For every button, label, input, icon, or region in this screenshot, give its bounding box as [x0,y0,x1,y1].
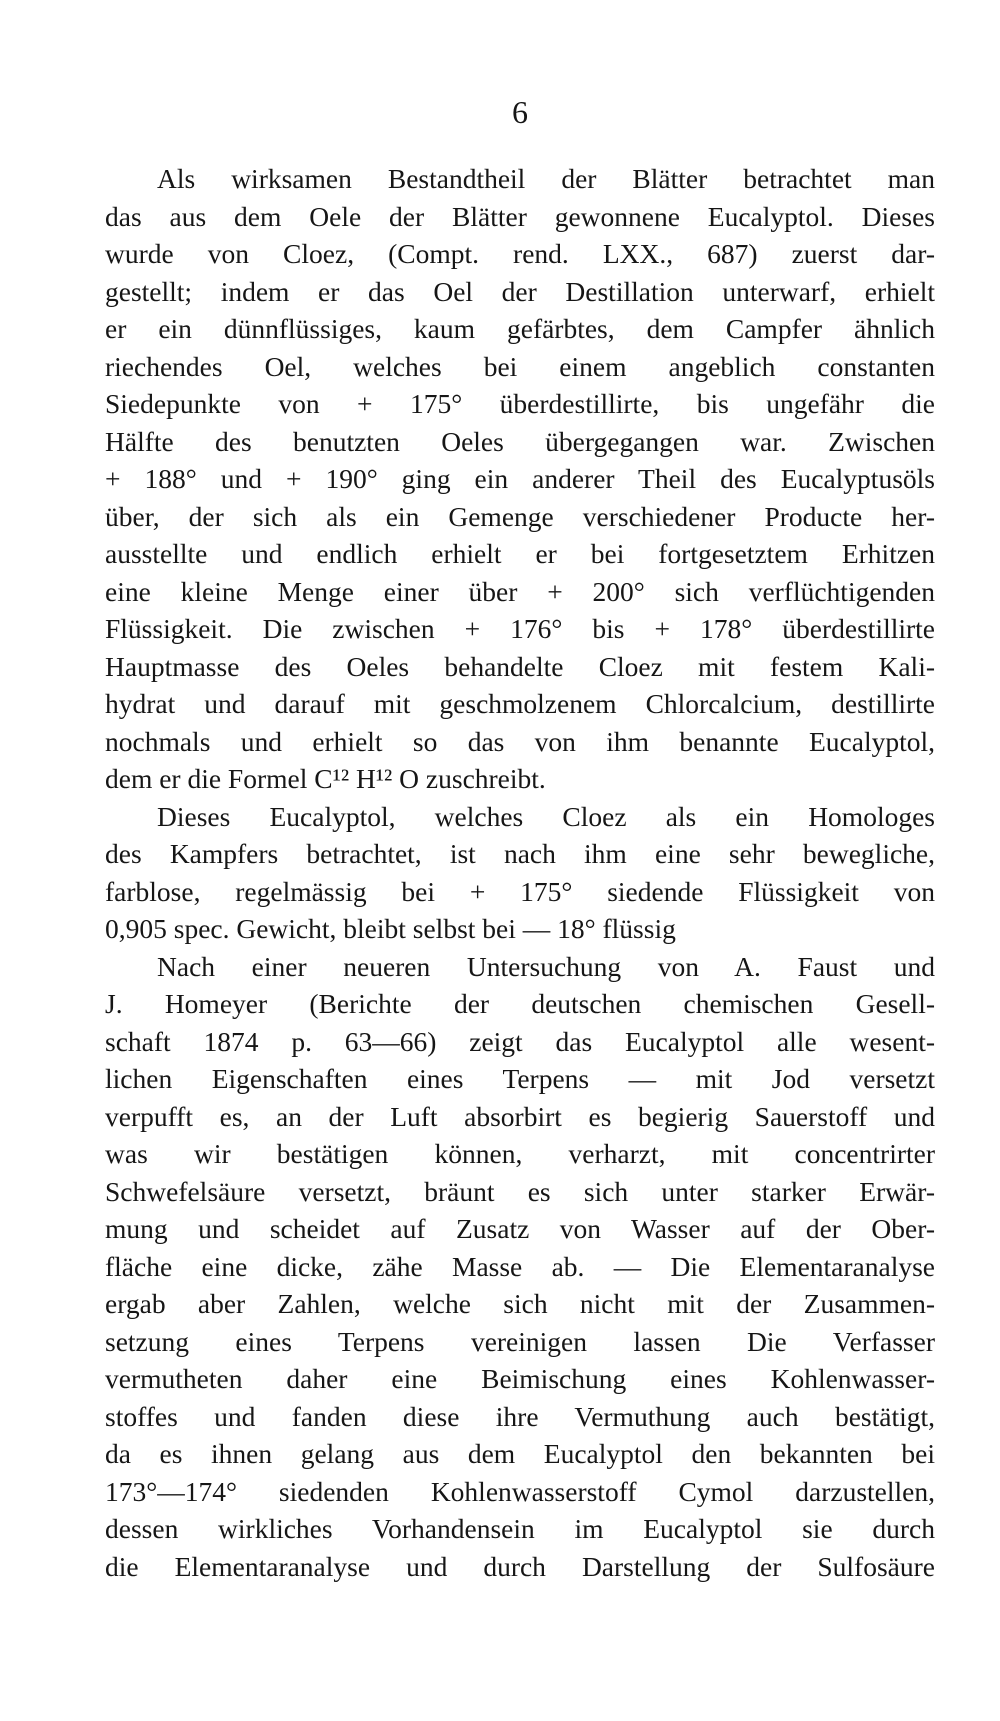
text-line: vermutheten daher eine Beimischung eines Kohlenwasser- [105,1363,935,1394]
text-line: Dieses Eucalyptol, welches Cloez als ein Homologes [157,800,935,832]
text-line: Nach einer neueren Untersuchung von A. Faust und [157,950,935,982]
text-line: ergab aber Zahlen, welche sich nicht mit der Zusammen- [105,1288,935,1319]
text-line: über, der sich als ein Gemenge verschiedener Producte her- [105,500,935,532]
text-line: wurde von Cloez, (Compt. rend. LXX., 687) zuerst dar- [105,238,935,269]
page-number: 6 [512,94,528,130]
text-line: dessen wirkliches Vorhandensein im Eucalyptol sie durch [105,1513,935,1544]
text-line: Flüssigkeit. Die zwischen + 176° bis + 178° überdestillirte [105,613,935,644]
text-line: Als wirksamen Bestandtheil der Blätter betrachtet man [157,163,935,194]
text-line: des Kampfers betrachtet, ist nach ihm eine sehr bewegliche, [105,838,935,869]
body-text [105,160,935,1585]
text-line: ausstellte und endlich erhielt er bei fortgesetztem Erhitzen [105,538,935,569]
text-line: gestellt; indem er das Oel der Destillation unterwarf, erhielt [105,275,935,307]
text-line: was wir bestätigen können, verharzt, mit concentrirter [105,1138,935,1169]
text-line: + 188° und + 190° ging ein anderer Theil des Eucalyptusöls [105,463,935,494]
text-line: Hauptmasse des Oeles behandelte Cloez mit festem Kali- [105,650,935,682]
text-line: er ein dünnflüssiges, kaum gefärbtes, dem Campfer ähnlich [105,313,935,344]
text-line: nochmals und erhielt so das von ihm benannte Eucalyptol, [105,725,935,757]
text-line: Schwefelsäure versetzt, bräunt es sich unter starker Erwär- [105,1175,935,1207]
text-line: da es ihnen gelang aus dem Eucalyptol den bekannten bei [105,1438,935,1469]
text-line: riechendes Oel, welches bei einem angeblich constanten [105,350,935,382]
text-line: das aus dem Oele der Blätter gewonnene Eucalyptol. Dieses [105,200,935,232]
text-line: Siedepunkte von + 175° überdestillirte, bis ungefähr die [105,388,935,419]
text-line: 0,905 spec. Gewicht, bleibt selbst bei — 18° flüssig [105,913,676,944]
text-line: 173°—174° siedenden Kohlenwasserstoff Cymol darzustellen, [105,1475,935,1507]
text-line: mung und scheidet auf Zusatz von Wasser auf der Ober- [105,1213,935,1244]
text-line: lichen Eigenschaften eines Terpens — mit Jod versetzt [105,1063,935,1094]
text-line: Hälfte des benutzten Oeles übergegangen war. Zwischen [105,425,935,457]
text-line: dem er die Formel C¹² H¹² O zuschreibt. [105,763,546,794]
text-line: fläche eine dicke, zähe Masse ab. — Die Elementaranalyse [105,1250,935,1282]
text-line: hydrat und darauf mit geschmolzenem Chlorcalcium, destillirte [105,688,935,719]
text-line: stoffes und fanden diese ihre Vermuthung auch bestätigt, [105,1400,935,1432]
text-line: farblose, regelmässig bei + 175° siedende Flüssigkeit von [105,875,935,907]
text-line: setzung eines Terpens vereinigen lassen Die Verfasser [105,1325,935,1357]
text-line: verpufft es, an der Luft absorbirt es begierig Sauerstoff und [105,1100,935,1132]
text-line: schaft 1874 p. 63—66) zeigt das Eucalyptol alle wesent- [105,1025,935,1057]
text-line: eine kleine Menge einer über + 200° sich verflüchtigenden [105,575,935,607]
text-line: J. Homeyer (Berichte der deutschen chemischen Gesell- [105,988,935,1019]
text-line: die Elementaranalyse und durch Darstellung der Sulfosäure [105,1550,935,1582]
